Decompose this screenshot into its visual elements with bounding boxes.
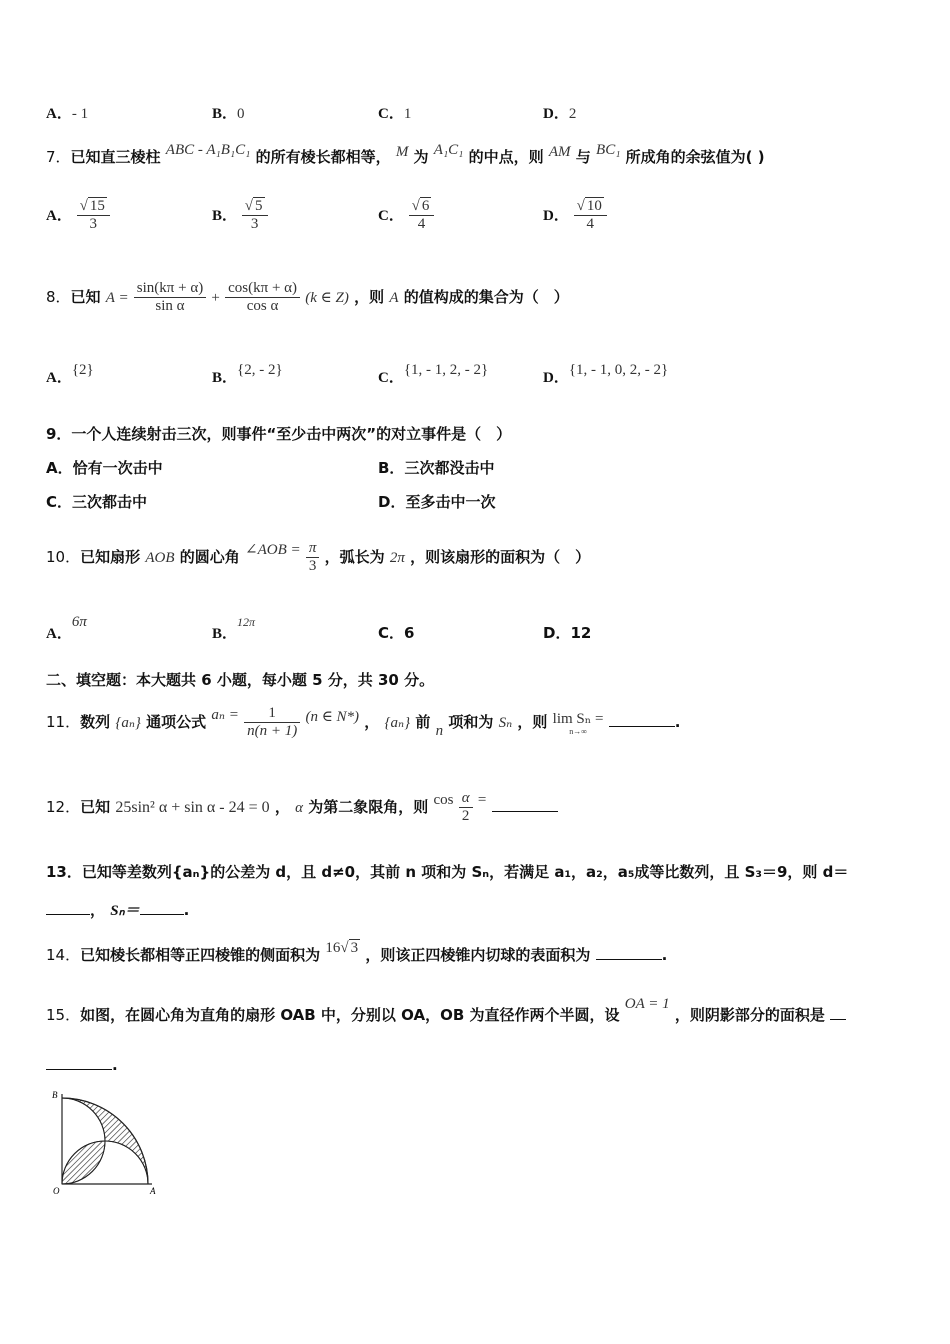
q9-stem: 9．一个人连续射击三次，则事件“至少击中两次”的对立事件是（ ） — [46, 425, 512, 443]
q6-option-a: A．- 1 — [46, 106, 89, 122]
q7-option-b: B． $\frac{√ 5}{3}$ — [212, 198, 268, 233]
q9-option-d: D．至多击中一次 — [378, 493, 496, 511]
q13-stem-2: ， Sₙ＝ . — [46, 899, 189, 920]
q8-option-b: B．{2, - 2} — [212, 362, 283, 386]
q10-option-b: B．12π — [212, 615, 256, 642]
q8-stem: 8．已知 A = $\frac{\sin(k\pi + \alpha)}{\text{sin α}}$ + $\frac{\cos(k\pi + \alpha)}{\text{cos α}}$ (k ∈ Z) ，则 A 的值构成的集合为（ ） — [46, 280, 569, 314]
q7-option-d: D． $\frac{√ 10}{4}$ — [543, 198, 607, 233]
q15-stem-2: . — [46, 1056, 118, 1074]
q7-option-a: A． $\frac{√ 15}{3}$ — [46, 198, 110, 233]
q15-stem: 15．如图，在圆心角为直角的扇形 OAB 中，分别以 OA，OB 为直径作两个半圆，设 OA = 1 ，则阴影部分的面积是 — [46, 1004, 846, 1025]
q7-option-c: C． $\frac{√ 6}{4}$ — [378, 198, 434, 233]
label-a: A — [150, 1186, 156, 1196]
label-o: O — [53, 1186, 60, 1196]
q6-option-b: B．0 — [212, 106, 245, 122]
q8-option-d: D．{1, - 1, 0, 2, - 2} — [543, 362, 669, 386]
q13-answer-blank-sn[interactable] — [140, 914, 184, 915]
q13-stem: 13．已知等差数列{aₙ}的公差为 d，且 d≠0，其前 n 项和为 Sₙ，若满足 a₁，a₂，a₅成等比数列，且 S₃＝9，则 d＝ — [46, 863, 849, 881]
q8-option-a: A．{2} — [46, 362, 94, 386]
q12-answer-blank[interactable] — [492, 811, 558, 812]
q11-answer-blank[interactable] — [609, 726, 675, 727]
sector-diagram — [46, 1084, 166, 1199]
label-b: B — [52, 1090, 58, 1100]
q9-option-c: C．三次都击中 — [46, 493, 148, 511]
q10-option-a: A．6π — [46, 614, 87, 642]
q10-option-d: D．12 — [543, 624, 592, 642]
q6-option-d: D．2 — [543, 106, 577, 122]
q15-answer-blank-b[interactable] — [46, 1069, 112, 1070]
section-heading: 二、填空题：本大题共 6 小题，每小题 5 分，共 30 分。 — [46, 671, 435, 689]
sector-figure — [46, 1084, 166, 1199]
q14-answer-blank[interactable] — [596, 959, 662, 960]
q15-answer-blank-a[interactable] — [830, 1019, 846, 1020]
q10-option-c: C．6 — [378, 624, 415, 642]
q14-stem: 14．已知棱长都相等正四棱锥的侧面积为 16√ 3 ，则该正四棱锥内切球的表面积为 . — [46, 940, 668, 964]
q7-stem: 7．已知直三棱柱 ABC - A₁B₁C₁ 的所有棱长都相等， M 为 A₁C₁ 的中点，则 AM 与 BC₁ 所成角的余弦值为( ) — [46, 142, 765, 166]
q9-option-b: B．三次都没击中 — [378, 459, 495, 477]
q11-stem: 11．数列 {aₙ} 通项公式 aₙ = $\frac{1}{n(n + 1)}$ (n ∈ N*) ， {aₙ} 前 n 项和为 Sₙ ，则 lim Sₙ = n→∞ . — [46, 705, 681, 739]
q9-option-a: A．恰有一次击中 — [46, 459, 163, 477]
q13-answer-blank-d[interactable] — [46, 914, 90, 915]
q10-stem: 10．已知扇形 AOB 的圆心角 ∠AOB = $\frac{\pi}{3}$ ，弧长为 2π ，则该扇形的面积为（ ） — [46, 540, 591, 574]
q12-stem: 12．已知 25sin² α + sin α - 24 = 0 ， α 为第二象限角，则 cos $\frac{\alpha}{2}$ = — [46, 790, 558, 825]
q6-option-c: C．1 — [378, 106, 412, 122]
q8-option-c: C．{1, - 1, 2, - 2} — [378, 362, 489, 386]
